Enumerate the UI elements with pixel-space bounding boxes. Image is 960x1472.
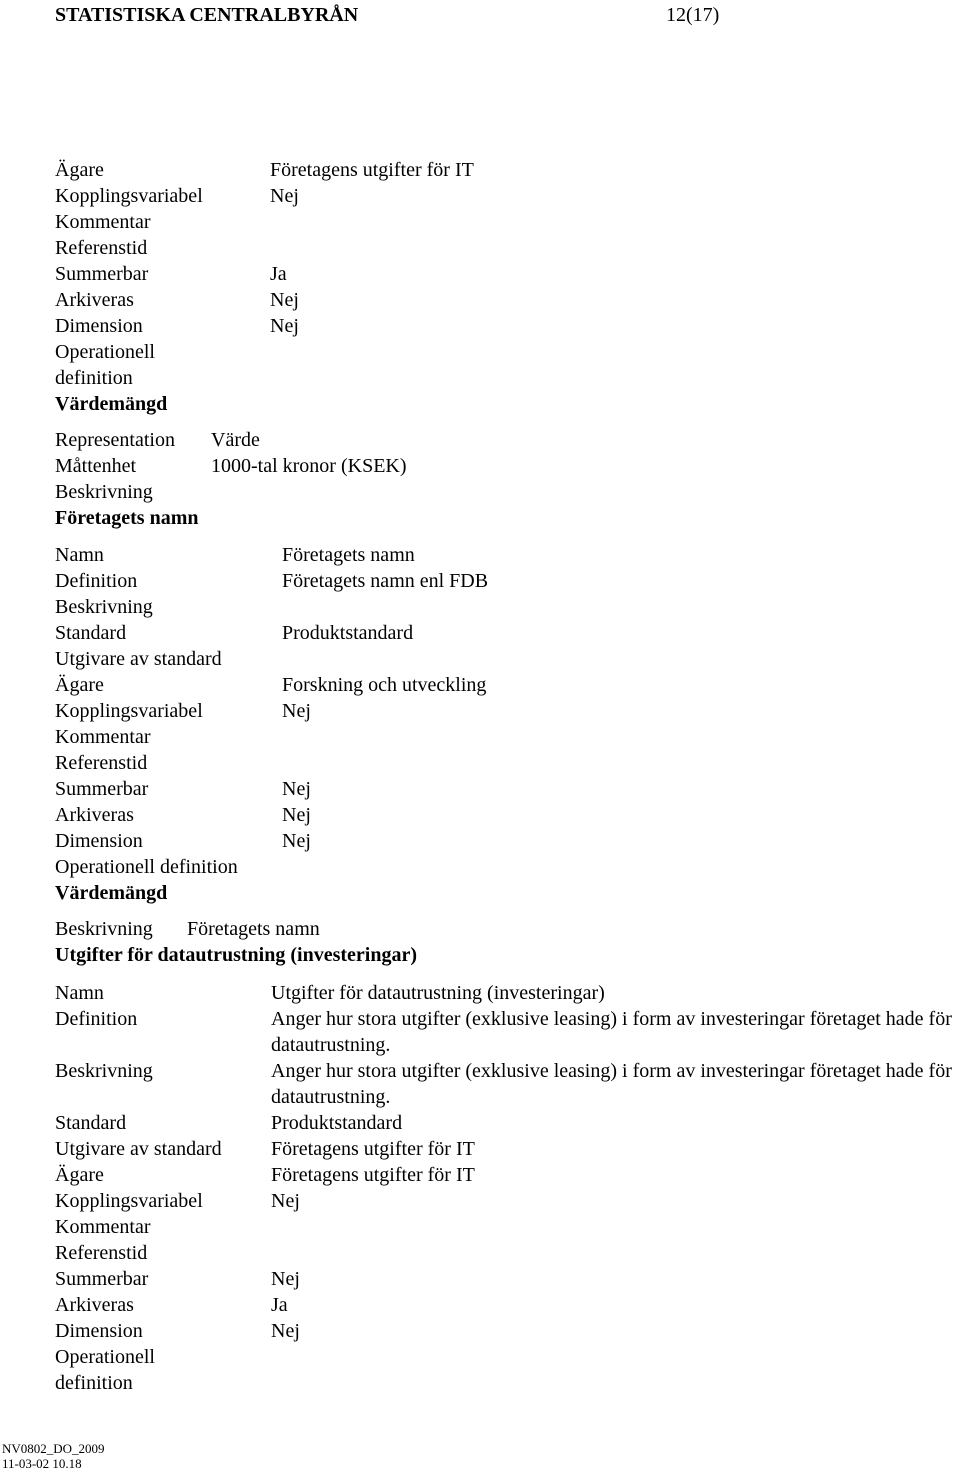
section-company-name-values (0, 916, 960, 968)
footer-timestamp: 11-03-02 10.18 (2, 1456, 82, 1471)
field-label: Referenstid (55, 1242, 148, 1264)
variable-heading: Utgifter för datautrustning (investeringar) (55, 944, 417, 966)
field-label: Kopplingsvariabel (55, 1190, 203, 1212)
field-value: Företagets namn (187, 918, 320, 940)
field-row (0, 1188, 960, 1214)
field-label: Kommentar (55, 1216, 151, 1238)
field-label: Beskrivning (55, 1060, 153, 1082)
field-row (0, 157, 960, 183)
field-row (0, 776, 960, 802)
field-label: Dimension (55, 830, 143, 852)
section-heading (0, 942, 960, 968)
field-value: Företagets namn enl FDB (282, 570, 489, 592)
field-label: Kopplingsvariabel (55, 700, 203, 722)
field-label: Summerbar (55, 1268, 149, 1290)
field-label: Kommentar (55, 726, 151, 748)
field-row (0, 1110, 960, 1136)
field-label: Ägare (55, 159, 104, 181)
field-row (0, 235, 960, 261)
field-row (0, 1006, 960, 1058)
section-equipment-investments (0, 980, 960, 1396)
field-value: Nej (270, 315, 299, 337)
field-label: Arkiveras (55, 289, 134, 311)
field-label: Ägare (55, 1164, 104, 1186)
field-value: Anger hur stora utgifter (exklusive leasing) i form av investeringar företaget hade för datautrustning. (271, 1060, 952, 1108)
field-label: Summerbar (55, 263, 149, 285)
field-value: Företagens utgifter för IT (270, 159, 474, 181)
field-label: Arkiveras (55, 804, 134, 826)
field-row (0, 1318, 960, 1344)
field-label: Utgivare av standard (55, 648, 222, 670)
field-label: Referenstid (55, 237, 148, 259)
field-value: Nej (282, 804, 311, 826)
field-row (0, 672, 960, 698)
field-row (0, 1240, 960, 1266)
field-row (0, 183, 960, 209)
field-row (0, 1370, 960, 1396)
field-label: Kommentar (55, 211, 151, 233)
field-label: Ägare (55, 674, 104, 696)
field-value: Företagens utgifter för IT (271, 1164, 475, 1186)
field-label: Representation (55, 429, 175, 451)
field-label: Arkiveras (55, 1294, 134, 1316)
field-row (0, 854, 960, 880)
field-value: Utgifter för datautrustning (investeringar) (271, 982, 605, 1004)
field-value: Anger hur stora utgifter (exklusive leasing) i form av investeringar företaget hade för datautrustning. (271, 1008, 952, 1056)
page-number: 12(17) (666, 4, 720, 26)
field-label: Kopplingsvariabel (55, 185, 203, 207)
field-label: Namn (55, 982, 104, 1004)
field-row (0, 916, 960, 942)
field-row (0, 542, 960, 568)
field-row (0, 287, 960, 313)
field-label: Operationell (55, 341, 155, 363)
field-label: Beskrivning (55, 481, 153, 503)
field-label: Beskrivning (55, 918, 153, 940)
field-row (0, 828, 960, 854)
field-value: 1000-tal kronor (KSEK) (211, 455, 407, 477)
field-row (0, 750, 960, 776)
field-row (0, 980, 960, 1006)
field-row (0, 1214, 960, 1240)
field-value: Nej (271, 1320, 300, 1342)
field-row (0, 698, 960, 724)
field-value: Nej (271, 1268, 300, 1290)
field-row (0, 1136, 960, 1162)
field-label: Referenstid (55, 752, 148, 774)
field-row (0, 1058, 960, 1110)
field-value: Nej (270, 289, 299, 311)
field-row (0, 209, 960, 235)
field-row (0, 724, 960, 750)
field-label: Operationell (55, 1346, 155, 1368)
field-value: Nej (282, 700, 311, 722)
field-row (0, 365, 960, 391)
vardemangd-heading: Värdemängd (55, 393, 168, 415)
field-label: Dimension (55, 1320, 143, 1342)
section-company-name (0, 542, 960, 906)
field-value: Nej (270, 185, 299, 207)
field-row (0, 646, 960, 672)
field-value: Produktstandard (282, 622, 414, 644)
field-row (0, 479, 960, 505)
section-it-expenses-tail (0, 157, 960, 417)
field-row (0, 568, 960, 594)
field-row (0, 1266, 960, 1292)
field-label: Utgivare av standard (55, 1138, 222, 1160)
field-value: Nej (282, 778, 311, 800)
field-label: Operationell definition (55, 856, 238, 878)
field-label: Definition (55, 1008, 138, 1030)
field-value: Ja (271, 1294, 288, 1316)
header-organization: STATISTISKA CENTRALBYRÅN (55, 4, 359, 26)
field-row (0, 427, 960, 453)
field-value: Forskning och utveckling (282, 674, 487, 696)
field-label: Standard (55, 1112, 127, 1134)
field-row (0, 313, 960, 339)
field-value: Nej (271, 1190, 300, 1212)
section-representation (0, 427, 960, 531)
field-label: Summerbar (55, 778, 149, 800)
field-value: Värde (211, 429, 260, 451)
field-row (0, 802, 960, 828)
field-row (0, 1344, 960, 1370)
field-label: definition (55, 367, 133, 389)
field-label: Måttenhet (55, 455, 137, 477)
section-heading (0, 391, 960, 417)
field-label: Dimension (55, 315, 143, 337)
field-label: definition (55, 1372, 133, 1394)
field-row (0, 261, 960, 287)
field-label: Namn (55, 544, 104, 566)
field-value: Ja (270, 263, 287, 285)
field-row (0, 594, 960, 620)
field-label: Definition (55, 570, 138, 592)
field-label: Beskrivning (55, 596, 153, 618)
field-row (0, 1292, 960, 1318)
variable-heading: Företagets namn (55, 507, 199, 529)
field-value: Nej (282, 830, 311, 852)
field-value: Företagets namn (282, 544, 415, 566)
field-label: Standard (55, 622, 127, 644)
section-heading (0, 880, 960, 906)
section-heading (0, 505, 960, 531)
field-row (0, 1162, 960, 1188)
field-row (0, 453, 960, 479)
field-value: Produktstandard (271, 1112, 403, 1134)
field-row (0, 339, 960, 365)
field-value: Företagens utgifter för IT (271, 1138, 475, 1160)
vardemangd-heading: Värdemängd (55, 882, 168, 904)
field-row (0, 620, 960, 646)
footer-doc-id: NV0802_DO_2009 (2, 1441, 105, 1456)
